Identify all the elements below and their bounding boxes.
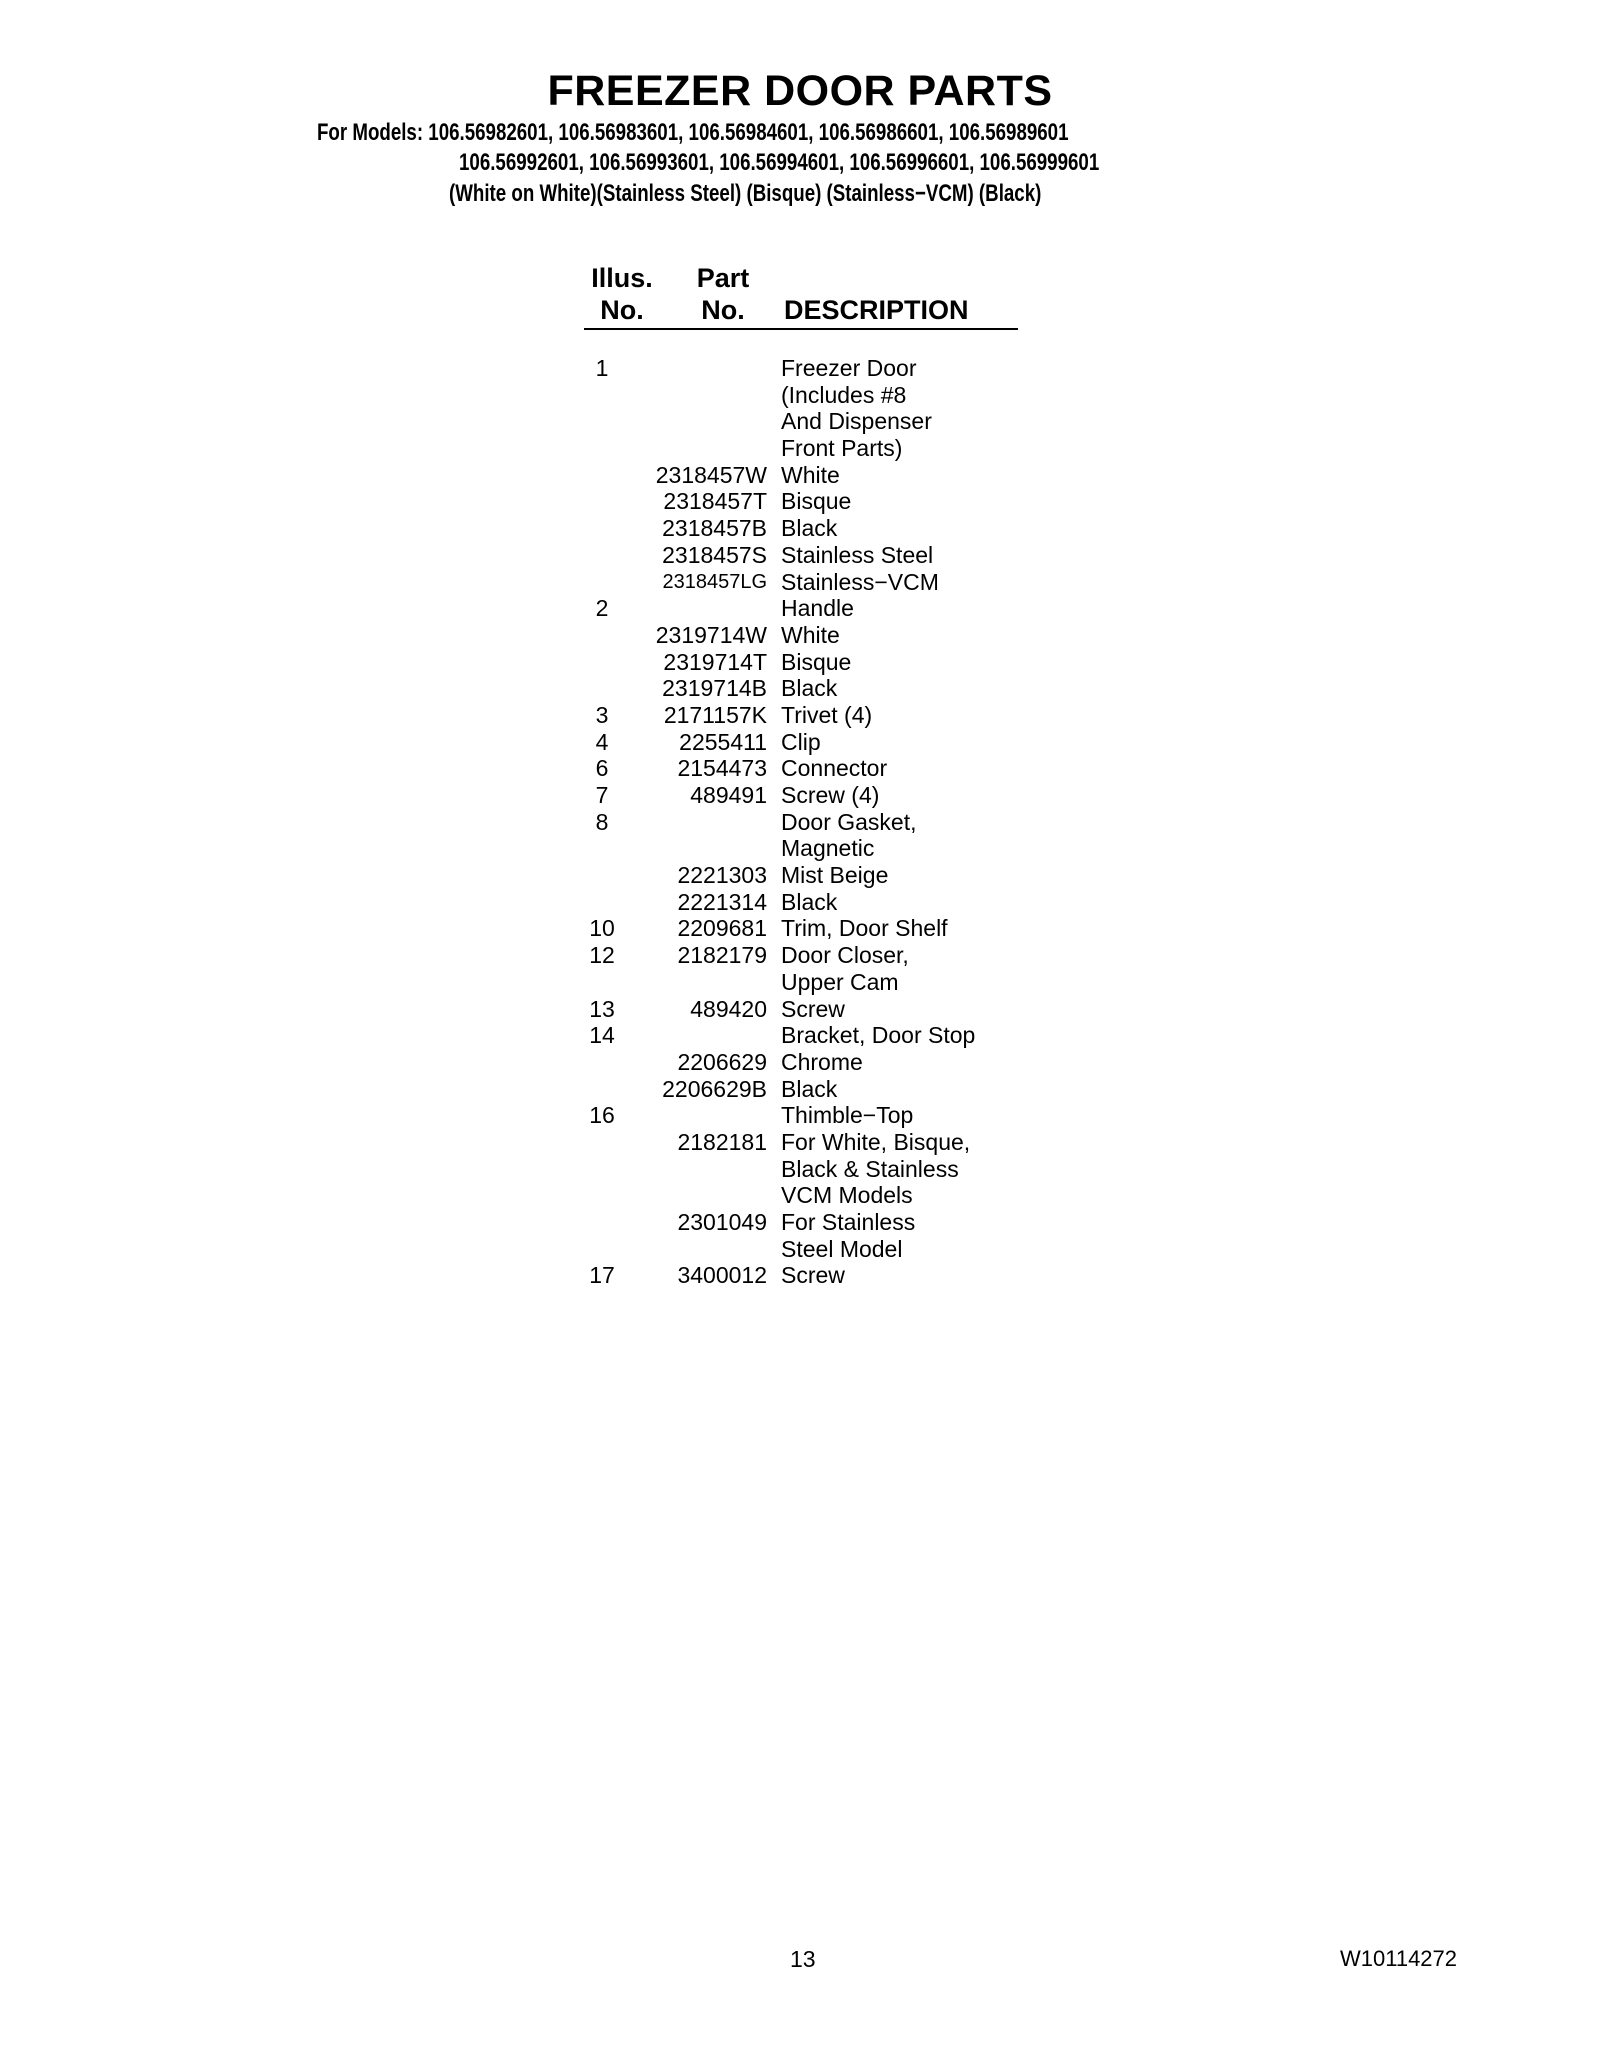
part-description: Bisque (781, 648, 852, 675)
part-description: Black (781, 1075, 838, 1102)
part-description: Trim, Door Shelf (781, 915, 948, 942)
table-row (580, 702, 1040, 729)
part-number: 2221303 (677, 862, 767, 889)
illus-number: 8 (595, 808, 609, 835)
part-number: 489420 (690, 995, 767, 1022)
part-description: Door Closer, (781, 942, 909, 969)
part-number: 2182179 (677, 942, 767, 969)
table-row (580, 355, 1040, 382)
document-id: W10114272 (1340, 1946, 1458, 1971)
part-number: 2182181 (677, 1128, 767, 1155)
table-row (580, 675, 1040, 702)
part-description: Screw (4) (781, 782, 880, 808)
table-row (580, 1102, 1040, 1129)
table-row (580, 462, 1040, 489)
part-description: VCM Models (781, 1182, 913, 1209)
page-title: FREEZER DOOR PARTS (547, 67, 1053, 115)
part-description: Stainless−VCM (781, 568, 939, 595)
table-row (580, 782, 1040, 809)
illus-number: 17 (589, 1262, 615, 1289)
illus-number: 13 (589, 995, 615, 1022)
table-row (580, 862, 1040, 889)
part-description: Bracket, Door Stop (781, 1022, 976, 1049)
table-row (580, 1022, 1040, 1049)
part-description: Chrome (781, 1048, 863, 1075)
illus-number: 16 (589, 1102, 615, 1129)
part-description: Trivet (4) (781, 701, 873, 728)
part-description: Screw (781, 995, 845, 1022)
header-description: DESCRIPTION (784, 295, 969, 325)
models-line-2: 106.56992601, 106.56993601, 106.56994601, 106.56996601, 106.56999601 (459, 149, 1100, 176)
part-description: Black (781, 888, 838, 915)
part-number: 2255411 (679, 728, 767, 755)
part-number: 2301049 (677, 1209, 767, 1235)
table-row (580, 1262, 1040, 1289)
table-row (580, 915, 1040, 942)
part-description: (Includes #8 (781, 381, 907, 408)
part-description: White (781, 621, 840, 648)
illus-number: 10 (589, 915, 615, 942)
part-number: 2318457S (662, 541, 767, 568)
part-description: White (781, 461, 840, 488)
illus-number: 14 (589, 1022, 615, 1049)
table-row (580, 595, 1040, 622)
illus-number: 7 (595, 782, 609, 808)
illus-number: 6 (595, 755, 609, 782)
part-number: 2154473 (677, 755, 767, 782)
table-row (580, 1209, 1040, 1236)
table-row (580, 1129, 1040, 1156)
table-row (580, 382, 1040, 409)
header-rule (584, 328, 1018, 330)
table-row (580, 515, 1040, 542)
header-part-line2: No. (701, 295, 745, 325)
part-number: 3400012 (677, 1262, 767, 1289)
part-number: 2318457W (655, 461, 767, 488)
part-description: Black & Stainless (781, 1155, 959, 1182)
illus-number: 2 (595, 595, 609, 622)
part-description: For Stainless (781, 1209, 916, 1235)
part-number: 2319714B (662, 675, 767, 702)
illus-number: 12 (589, 942, 615, 969)
table-row (580, 809, 1040, 836)
part-description: Door Gasket, (781, 808, 917, 835)
page-number: 13 (790, 1946, 816, 1972)
table-row (580, 889, 1040, 916)
part-description: Clip (781, 728, 821, 755)
table-row (580, 942, 1040, 969)
illus-number: 1 (595, 355, 609, 381)
table-row (580, 649, 1040, 676)
part-number: 2206629 (677, 1048, 767, 1075)
table-row (580, 488, 1040, 515)
header-illus-line2: No. (600, 295, 644, 325)
part-description: Mist Beige (781, 862, 889, 889)
table-row (580, 1156, 1040, 1183)
part-description: Handle (781, 595, 854, 622)
table-row (580, 835, 1040, 862)
part-number: 2221314 (677, 888, 767, 915)
parts-list (580, 355, 1040, 1289)
part-description: Upper Cam (781, 968, 899, 995)
part-description: Black (781, 515, 838, 542)
part-description: Stainless Steel (781, 541, 934, 568)
table-row (580, 1182, 1040, 1209)
part-description: Connector (781, 755, 888, 782)
header-part-line1: Part (696, 263, 750, 293)
part-number: 2206629B (662, 1075, 767, 1102)
part-description: Steel Model (781, 1235, 903, 1262)
table-row (580, 729, 1040, 756)
part-number: 2318457B (662, 515, 767, 542)
illus-number: 4 (595, 728, 609, 755)
models-line-1: For Models: 106.56982601, 106.56983601, 106.56984601, 106.56986601, 106.56989601 (317, 119, 1069, 146)
part-description: For White, Bisque, (781, 1128, 971, 1155)
table-row (580, 569, 1040, 596)
part-description: Screw (781, 1262, 845, 1289)
part-number: 2318457LG (662, 570, 767, 593)
part-description: Front Parts) (781, 435, 903, 462)
header-illus-line1: Illus. (591, 263, 653, 293)
part-description: Magnetic (781, 835, 875, 862)
table-row (580, 1076, 1040, 1103)
part-number: 489491 (690, 782, 767, 808)
table-row (580, 969, 1040, 996)
part-number: 2318457T (663, 488, 767, 515)
part-number: 2171157K (663, 701, 767, 728)
table-row (580, 622, 1040, 649)
part-number: 2319714W (655, 621, 767, 648)
part-description: Thimble−Top (781, 1102, 914, 1129)
illus-number: 3 (595, 701, 609, 728)
models-finish-line: (White on White)(Stainless Steel) (Bisque) (Stainless−VCM) (Black) (449, 180, 1042, 207)
table-row (580, 1049, 1040, 1076)
table-row (580, 408, 1040, 435)
table-row (580, 542, 1040, 569)
table-row (580, 1236, 1040, 1263)
part-description: Black (781, 675, 838, 702)
part-number: 2319714T (663, 648, 767, 675)
part-number: 2209681 (677, 915, 767, 942)
part-description: Bisque (781, 488, 852, 515)
table-row (580, 755, 1040, 782)
part-description: Freezer Door (781, 355, 917, 381)
table-row (580, 435, 1040, 462)
part-description: And Dispenser (781, 408, 932, 435)
table-row (580, 996, 1040, 1023)
